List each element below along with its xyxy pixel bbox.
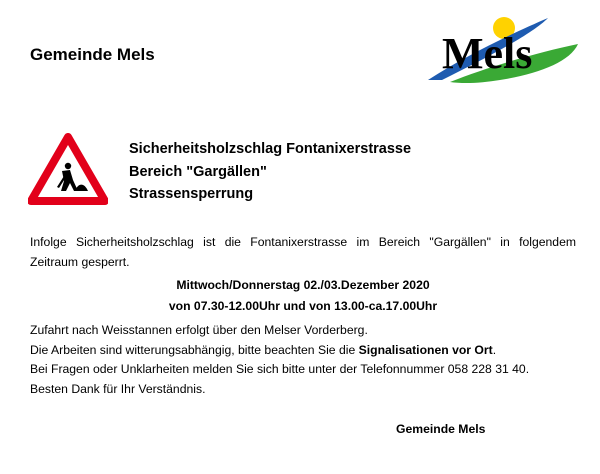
organization-title: Gemeinde Mels [30, 45, 155, 64]
mels-logo [420, 14, 580, 86]
logo-wordmark: Mels [442, 29, 533, 78]
headline-title: Sicherheitsholzschlag Fontanixerstrasse [129, 141, 412, 157]
weather-note-emphasis: Signalisationen vor Ort [358, 342, 493, 357]
closure-days: Mittwoch/Donnerstag 02./03.Dezember 2020 [176, 278, 430, 292]
intro-line-2: Zeitraum gesperrt. [30, 255, 130, 269]
weather-note-text: Die Arbeiten sind witterungsabhängig, bitte beachten Sie die [30, 342, 359, 357]
headline-block [129, 138, 411, 206]
signature: Gemeinde Mels [396, 422, 486, 436]
thanks-note: Besten Dank für Ihr Verständnis. [30, 381, 206, 396]
intro-line-1: Infolge Sicherheitsholzschlag ist die Fontanixerstrasse im Bereich "Gargällen" in folgendem [30, 235, 576, 249]
closure-dates [30, 275, 576, 317]
intro-paragraph [30, 232, 576, 272]
notice-body [30, 321, 580, 399]
road-works-warning-icon [28, 133, 108, 205]
access-note: Zufahrt nach Weisstannen erfolgt über den Melser Vorderberg. [30, 323, 368, 337]
contact-note: Bei Fragen oder Unklarheiten melden Sie sich bitte unter der Telefonnummer 058 228 31 40. [30, 362, 530, 376]
weather-note-end: . [492, 342, 497, 357]
weather-note [30, 341, 580, 361]
headline-area: Bereich "Gargällen" [129, 163, 267, 180]
closure-times: von 07.30-12.00Uhr und von 13.00-ca.17.00Uhr [168, 299, 438, 313]
headline-closure: Strassensperrung [129, 186, 254, 202]
